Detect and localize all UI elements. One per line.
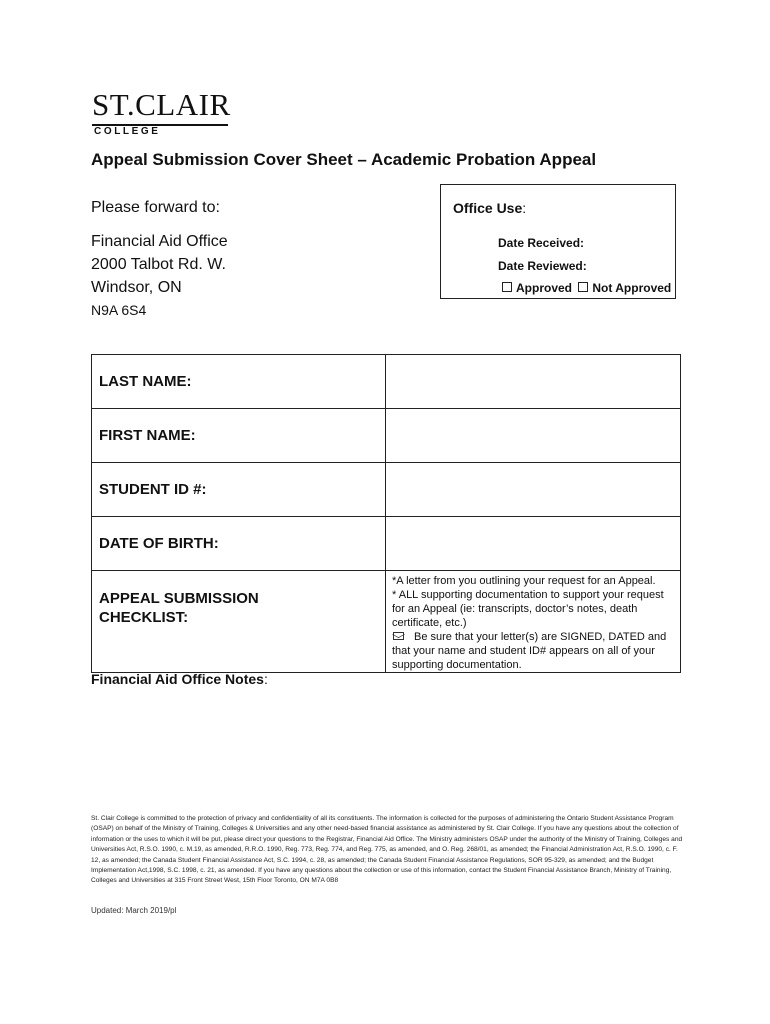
approval-options — [502, 281, 671, 295]
address-line-2: 2000 Talbot Rd. W. — [91, 256, 226, 273]
address-line-1: Financial Aid Office — [91, 233, 228, 250]
first-name-label: FIRST NAME: — [92, 409, 386, 463]
logo-name: ST.CLAIR — [92, 87, 231, 122]
checklist-item-letter: *A letter from you outlining your request for an Appeal. — [392, 575, 656, 587]
checklist-content — [386, 571, 681, 673]
envelope-icon — [393, 632, 404, 640]
student-id-field[interactable] — [386, 463, 681, 517]
dob-label: DATE OF BIRTH: — [92, 517, 386, 571]
college-logo — [92, 88, 232, 136]
address-postal-code: N9A 6S4 — [91, 302, 147, 318]
checklist-item-signed-text: Be sure that your letter(s) are SIGNED, DATED and that your name and student ID# appears on all of your supporting documentation. — [392, 631, 667, 671]
office-use-colon: : — [522, 200, 527, 216]
not-approved-checkbox[interactable] — [578, 282, 588, 292]
notes-label-text: Financial Aid Office Notes — [91, 671, 264, 687]
checklist-item-documentation: * ALL supporting documentation to support your request for an Appeal (ie: transcripts, doctor’s notes, death certificate, etc.) — [392, 589, 664, 629]
updated-note: Updated: March 2019/pl — [91, 906, 177, 915]
office-use-title — [453, 200, 526, 216]
notes-colon: : — [263, 671, 268, 687]
checklist-label-line-1: APPEAL SUBMISSION — [99, 590, 259, 607]
address-line-3: Windsor, ON — [91, 279, 182, 296]
dob-field[interactable] — [386, 517, 681, 571]
forward-label: Please forward to: — [91, 199, 220, 216]
table-row — [92, 355, 681, 409]
checklist-item-signed — [392, 630, 674, 672]
student-info-table — [91, 354, 681, 673]
last-name-label: LAST NAME: — [92, 355, 386, 409]
approved-label: Approved — [516, 281, 573, 295]
table-row — [92, 463, 681, 517]
logo-sub: COLLEGE — [94, 126, 161, 137]
checklist-label-line-2: CHECKLIST: — [99, 609, 189, 626]
table-row — [92, 571, 681, 673]
page-title: Appeal Submission Cover Sheet – Academic Probation Appeal — [91, 150, 597, 169]
not-approved-label: Not Approved — [592, 281, 672, 295]
office-use-title-text: Office Use — [453, 200, 523, 216]
table-row — [92, 409, 681, 463]
last-name-field[interactable] — [386, 355, 681, 409]
privacy-statement: St. Clair College is committed to the protection of privacy and confidentiality of all its constituents. The information is collected for the purposes of administering the Ontario Student Assistance Program (OSAP) on behalf of the Ministry of Training, Colleges & Universities and any other need-based financial assistance as administered by St. Clair College. If you have any questions about the collection of information or the uses to which it will be put, please direct your questions to the Registrar, Financial Aid Office. The Ministry administers OSAP under the authority of the Ministry of Training, Colleges and Universities Act, R.S.O. 1990, c. M.19, as amended, R.R.O. 1990, Reg. 773, Reg. 774, and Reg. 775, as amended, and O. Reg. 268/01, as amended; the Financial Administration Act, R.S.O. 1990, c. F. 12, as amended; the Canada Student Financial Assistance Act, S.C. 1994, c. 28, as amended; the Canada Student Financial Assistance Regulations, SOR 95-329, as amended; and the Budget Implementation Act,1998, S.C. 1998, c. 21, as amended. If you have any questions about the collection or use of this information, contact the Student Financial Assistance Branch, Ministry of Training, Colleges and Universities at 315 Front Street West, 15th Floor Toronto, ON M7A 0B8 — [91, 815, 683, 885]
student-id-label: STUDENT ID #: — [92, 463, 386, 517]
approved-checkbox[interactable] — [502, 282, 512, 292]
notes-label — [91, 671, 268, 687]
first-name-field[interactable] — [386, 409, 681, 463]
table-row — [92, 517, 681, 571]
date-reviewed-label: Date Reviewed: — [498, 259, 587, 273]
checklist-label — [92, 571, 386, 673]
date-received-label: Date Received: — [498, 236, 585, 250]
